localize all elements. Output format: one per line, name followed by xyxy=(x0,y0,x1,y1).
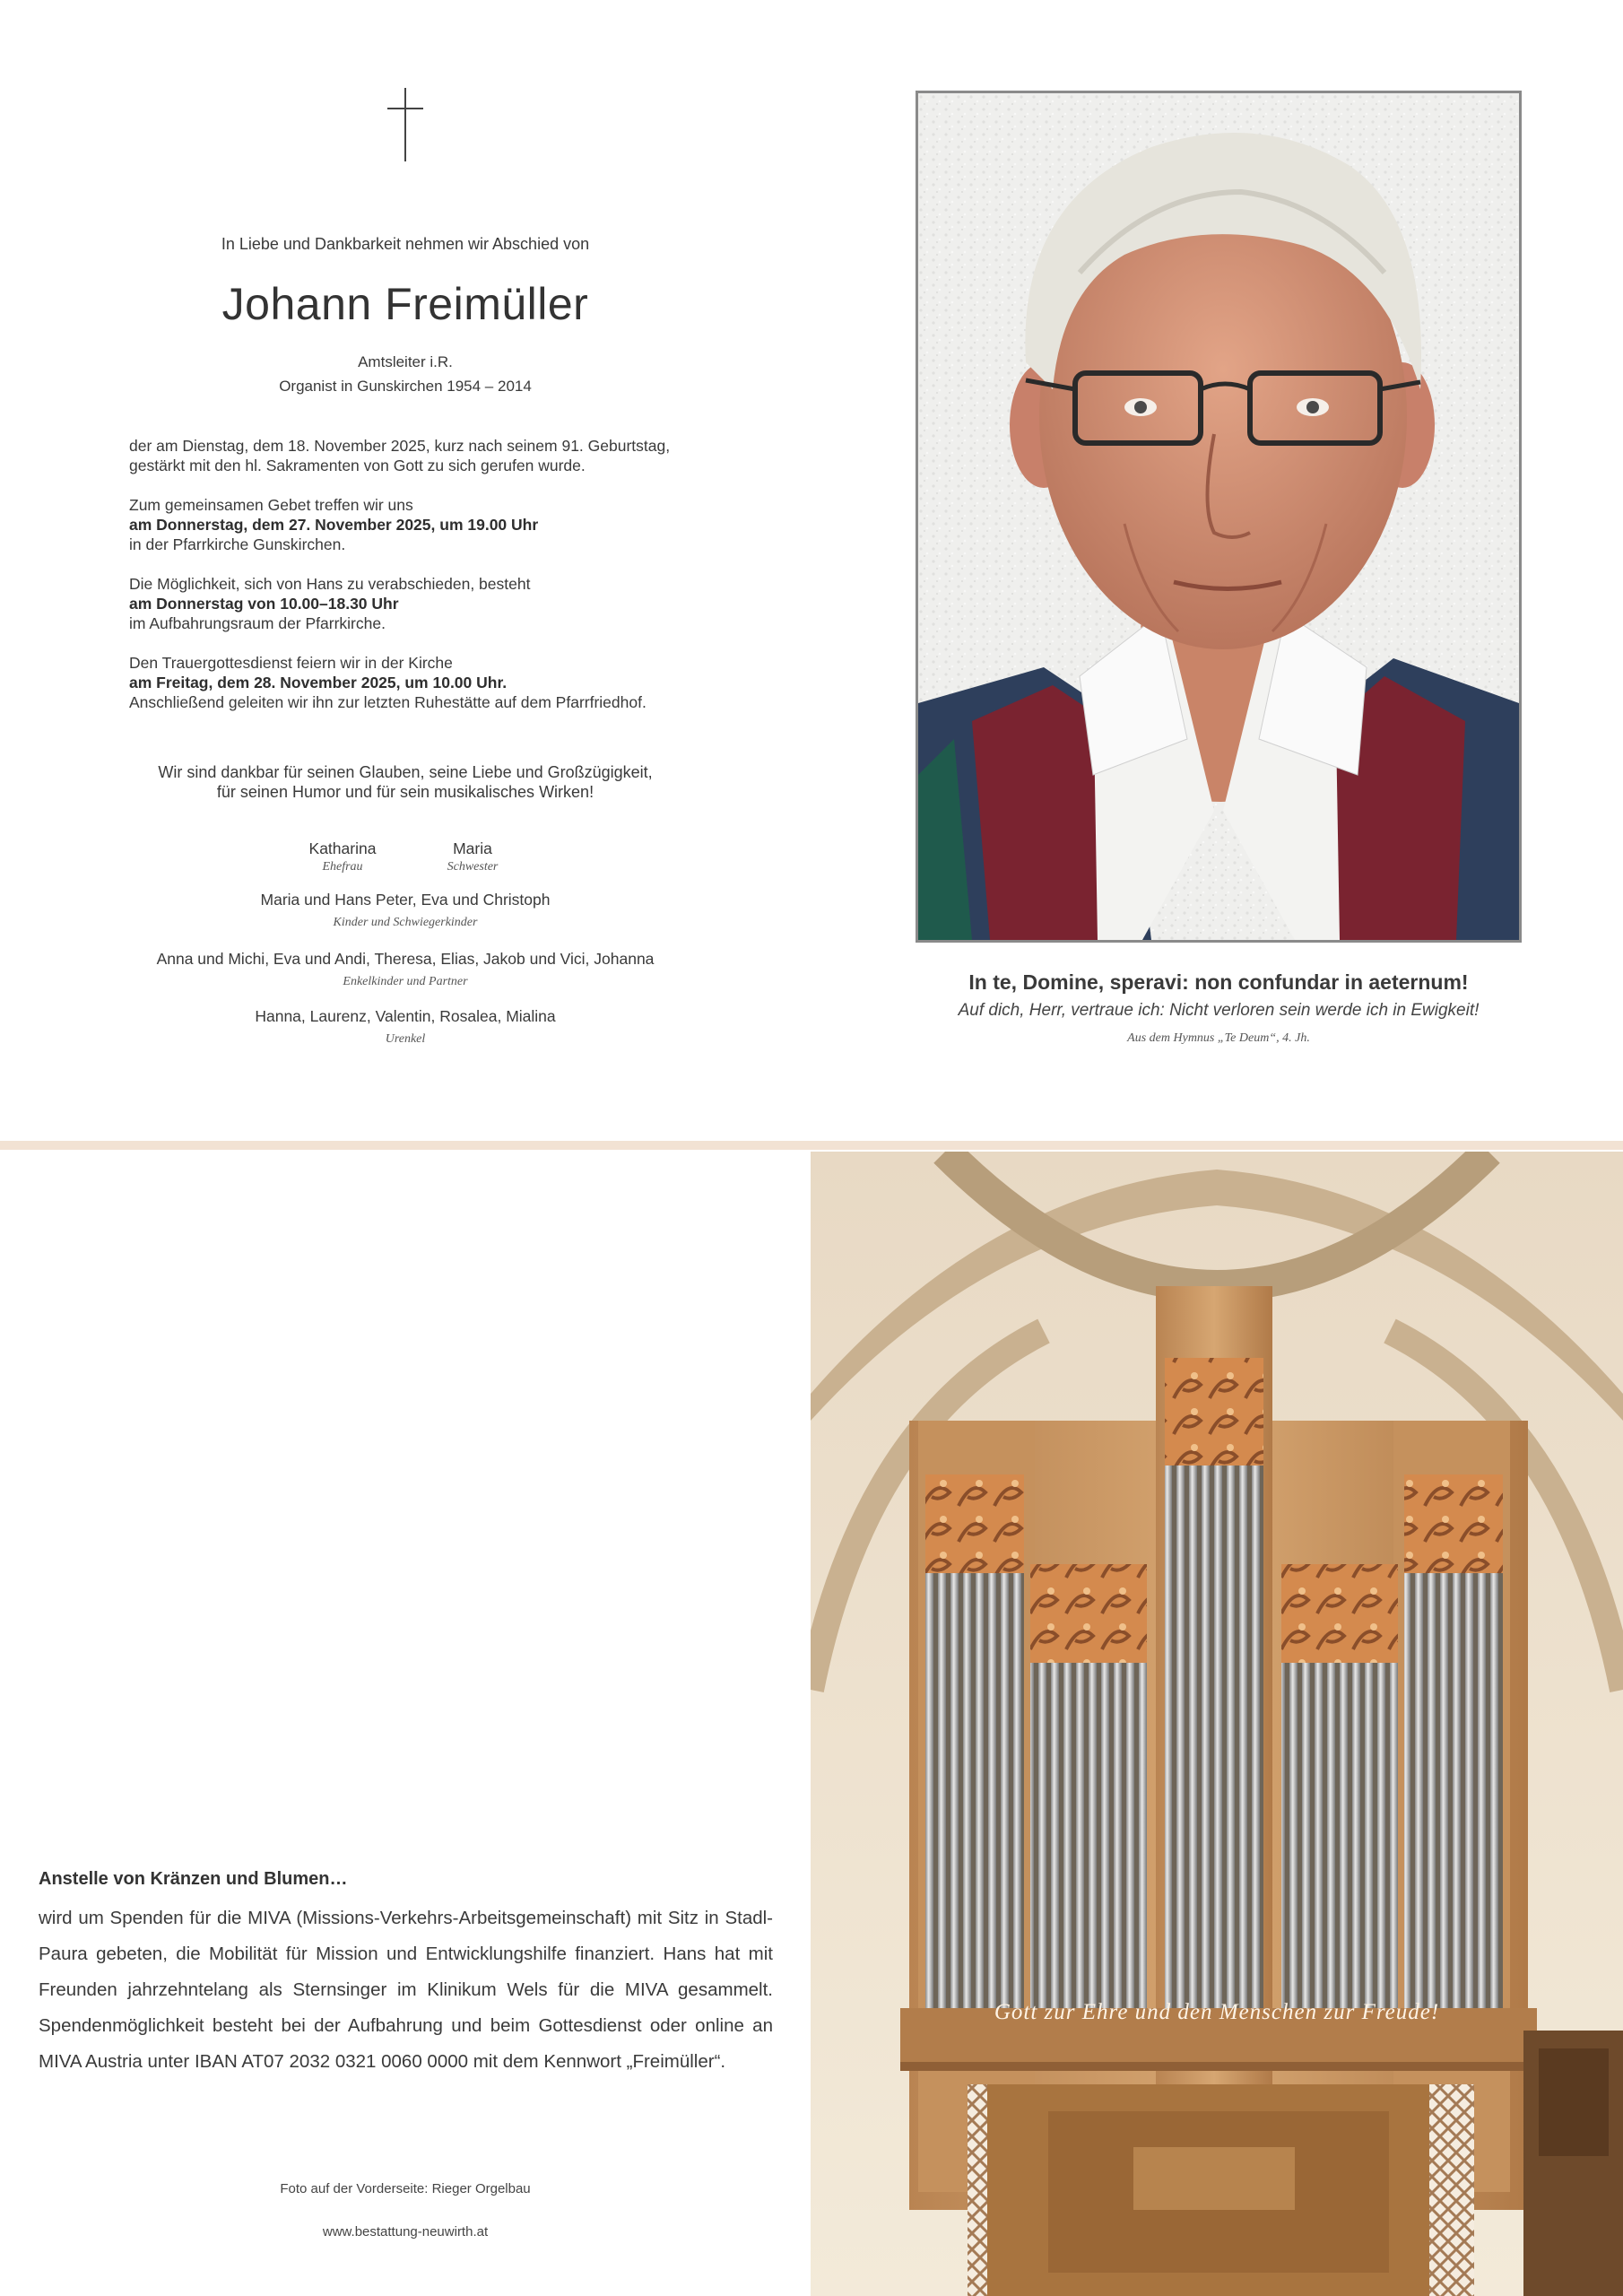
title-line-2: Organist in Gunskirchen 1954 – 2014 xyxy=(279,378,532,395)
death-line-2: gestärkt mit den hl. Sakramenten von Gott zu sich gerufen wurde. xyxy=(129,457,586,474)
sister-name: Maria xyxy=(453,839,492,857)
funeral-info xyxy=(129,653,721,712)
donation-title: Anstelle von Kränzen und Blumen… xyxy=(39,1869,348,1889)
deceased-name: Johann Freimüller xyxy=(221,279,589,329)
portrait-photo xyxy=(916,91,1522,943)
prayer-place: in der Pfarrkirche Gunskirchen. xyxy=(129,535,346,553)
children-relation: Kinder und Schwiegerkinder xyxy=(333,916,478,929)
children-names: Maria und Hans Peter, Eva und Christoph xyxy=(260,891,551,909)
donation-text: wird um Spenden für die MIVA (Missions-Verkehrs-Arbeitsgemeinschaft) mit Sitz in Stadl-Paura gebeten, die Mobilität für Mission und Entwicklungshilfe finanziert. Hans hat mit Freunden jahrzehntelang als Sternsinger im Klinikum Wels für die MIVA gesammelt. Spendenmöglichkeit besteht bei der Aufbahrung und beim Gottesdienst oder online an MIVA Austria unter IBAN AT07 2032 0321 0060 0000 mit dem Kennwort „Freimüller“. xyxy=(39,1908,773,2072)
death-notice xyxy=(129,436,721,475)
cross-icon xyxy=(387,88,423,161)
organ-motto: Gott zur Ehre und den Menschen zur Freude! xyxy=(994,2000,1440,2024)
mourner-wife xyxy=(289,839,396,874)
farewell-info xyxy=(129,574,721,633)
grandchildren-relation: Enkelkinder und Partner xyxy=(343,975,468,988)
farewell-intro: Die Möglichkeit, sich von Hans zu verabschieden, besteht xyxy=(129,575,531,593)
intro-text: In Liebe und Dankbarkeit nehmen wir Abschied von xyxy=(221,235,590,253)
photo-credit: Foto auf der Vorderseite: Rieger Orgelbau xyxy=(280,2181,531,2196)
farewell-place: im Aufbahrungsraum der Pfarrkirche. xyxy=(129,614,386,632)
prayer-info xyxy=(129,495,721,554)
prayer-date: am Donnerstag, dem 27. November 2025, um 19.00 Uhr xyxy=(129,516,539,534)
quote-latin: In te, Domine, speravi: non confundar in aeternum! xyxy=(968,970,1469,994)
farewell-date: am Donnerstag von 10.00–18.30 Uhr xyxy=(129,595,399,613)
death-line-1: der am Dienstag, dem 18. November 2025, kurz nach seinem 91. Geburtstag, xyxy=(129,437,671,455)
great-grandchildren-names: Hanna, Laurenz, Valentin, Rosalea, Mialina xyxy=(255,1007,556,1025)
website-link[interactable]: www.bestattung-neuwirth.at xyxy=(322,2224,489,2239)
mourner-sister xyxy=(419,839,526,874)
thanks-line-2: für seinen Humor und für sein musikalisches Wirken! xyxy=(216,783,595,801)
quote-source: Aus dem Hymnus „Te Deum“, 4. Jh. xyxy=(1127,1031,1310,1045)
prayer-intro: Zum gemeinsamen Gebet treffen wir uns xyxy=(129,496,413,514)
thanks-text xyxy=(36,762,775,802)
funeral-intro: Den Trauergottesdienst feiern wir in der Kirche xyxy=(129,654,453,672)
organ-photo xyxy=(811,1152,1623,2296)
wife-relation: Ehefrau xyxy=(322,860,363,874)
funeral-date: am Freitag, dem 28. November 2025, um 10.00 Uhr. xyxy=(129,674,508,691)
funeral-burial: Anschließend geleiten wir ihn zur letzten Ruhestätte auf dem Pfarrfriedhof. xyxy=(129,693,647,711)
wife-name: Katharina xyxy=(308,839,377,857)
sister-relation: Schwester xyxy=(447,860,499,874)
grandchildren-names: Anna und Michi, Eva und Andi, Theresa, Elias, Jakob und Vici, Johanna xyxy=(156,950,655,968)
page-divider xyxy=(0,1141,1623,1150)
quote-german: Auf dich, Herr, vertraue ich: Nicht verloren sein werde ich in Ewigkeit! xyxy=(958,1001,1480,1020)
thanks-line-1: Wir sind dankbar für seinen Glauben, seine Liebe und Großzügigkeit, xyxy=(158,763,653,781)
title-line-1: Amtsleiter i.R. xyxy=(358,353,453,370)
great-grandchildren-relation: Urenkel xyxy=(385,1032,426,1046)
